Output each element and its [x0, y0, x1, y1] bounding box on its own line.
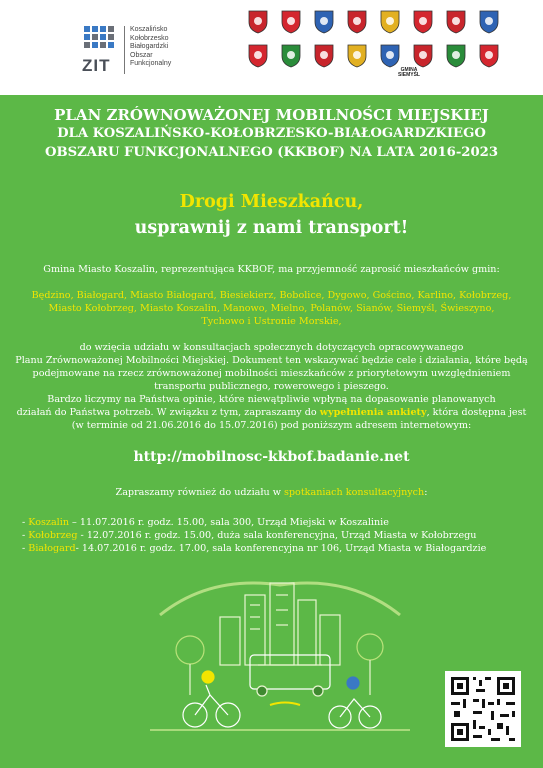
municipality-crests	[248, 10, 513, 80]
para1-line-4: transportu publicznego, rowerowego i pieszego.	[154, 381, 389, 392]
intro-text: Gmina Miasto Koszalin, reprezentująca KKBOF, ma przyjemność zaprosić mieszkańców gmin:	[43, 264, 500, 275]
title-line-2: DLA KOSZALIŃSKO-KOŁOBRZESKO-BIAŁOGARDZKIEGO	[57, 126, 486, 141]
invite-text: :	[424, 487, 428, 498]
meeting-item-koszalin: - Koszalin – 11.07.2016 r. godz. 15.00, sala 300, Urząd Miejski w Koszalinie	[22, 517, 389, 528]
meeting-details: - 14.07.2016 r. godz. 17.00, sala konferencyjna nr 106, Urząd Miasta w Białogardzie	[75, 543, 487, 554]
meetings-highlight: spotkaniach konsultacyjnych	[283, 487, 425, 498]
coat-of-arms-icon	[248, 44, 268, 68]
coat-of-arms-icon	[314, 44, 334, 68]
coat-of-arms-icon	[281, 10, 301, 34]
qr-code[interactable]	[445, 671, 521, 747]
city-transport-illustration	[150, 555, 410, 735]
meeting-details: – 11.07.2016 r. godz. 15.00, sala 300, Urząd Miejski w Koszalinie	[69, 517, 389, 528]
coat-of-arms-icon	[380, 44, 400, 68]
coat-of-arms-icon	[281, 44, 301, 68]
zit-logo-text	[130, 26, 171, 69]
coat-of-arms-icon	[479, 44, 499, 68]
coat-of-arms-icon	[413, 44, 433, 68]
greeting-line-1: Drogi Mieszkańcu,	[179, 192, 364, 212]
invite-text: Zapraszamy również do udziału w	[115, 487, 284, 498]
para1-line-3: podejmowane na rzecz zrównoważonej mobilności mieszkańców z priorytetowym uwzględnieniem	[32, 368, 511, 379]
zit-logo	[80, 22, 190, 78]
para2-text: działań do Państwa potrzeb. W związku z tym, zapraszamy do	[16, 407, 320, 418]
coat-of-arms-icon	[446, 10, 466, 34]
logo-line: Obszar	[130, 51, 153, 59]
para2-line-1: Bardzo liczymy na Państwa opinie, które niewątpliwie wpłyną na dopasowanie planowanych	[47, 394, 496, 405]
survey-highlight: wypełnienia ankiety	[319, 407, 427, 418]
coat-of-arms-icon	[479, 10, 499, 34]
coat-of-arms-icon	[314, 10, 334, 34]
coat-of-arms-icon	[347, 10, 367, 34]
coat-of-arms-icon	[248, 10, 268, 34]
para1-line-1: do wzięcia udziału w konsultacjach społecznych dotyczących opracowywanego	[79, 342, 464, 353]
para2-line-3: (w terminie od 21.06.2016 do 15.07.2016) pod poniższym adresem internetowym:	[71, 420, 472, 431]
gminy-line-3: Tychowo i Ustronie Morskie,	[201, 316, 342, 327]
invite-line	[0, 487, 543, 498]
para2-text: , która dostępna jest	[426, 407, 527, 418]
zit-logo-abbr: ZIT	[82, 56, 111, 75]
logo-line: Funkcjonalny	[130, 60, 172, 68]
meeting-item-kolobrzeg: - Kołobrzeg - 12.07.2016 r. godz. 15.00, duża sala konferencyjna, Urząd Miasta w Kołobrzegu	[22, 530, 477, 541]
coat-of-arms-icon	[380, 10, 400, 34]
para1-line-2: Planu Zrównoważonej Mobilności Miejskiej. Dokument ten wskazywać będzie cele i działania, które będą	[15, 355, 528, 366]
logo-line: Białogardzki	[130, 43, 169, 51]
logo-line: Kołobrzesko	[130, 34, 169, 42]
meeting-item-bialogard: - Białogard- 14.07.2016 r. godz. 17.00, sala konferencyjna nr 106, Urząd Miasta w Białogardzie	[22, 543, 487, 554]
greeting-line-2: usprawnij z nami transport!	[134, 218, 409, 238]
title-line-3: OBSZARU FUNKCJONALNEGO (KKBOF) NA LATA 2016-2023	[44, 145, 498, 160]
title-line-1: PLAN ZRÓWNOWAŻONEJ MOBILNOŚCI MIEJSKIEJ	[54, 106, 489, 124]
meeting-city: Białogard	[28, 543, 76, 554]
logo-line: Koszalińsko	[130, 26, 168, 33]
coat-of-arms-icon	[347, 44, 367, 68]
meeting-city: Koszalin	[28, 517, 69, 528]
crest-caption: GMINA SIEMYŚL	[398, 67, 420, 78]
gminy-line-1: Będzino, Białogard, Miasto Białogard, Biesiekierz, Bobolice, Dygowo, Gościno, Karlino, Kołobrzeg,	[31, 290, 512, 301]
para2-line-2	[0, 407, 543, 418]
meeting-details: - 12.07.2016 r. godz. 15.00, duża sala konferencyjna, Urząd Miasta w Kołobrzegu	[77, 530, 477, 541]
logo-separator	[124, 26, 125, 74]
coat-of-arms-icon	[446, 44, 466, 68]
meeting-city: Kołobrzeg	[28, 530, 78, 541]
coat-of-arms-icon	[413, 10, 433, 34]
zit-logo-dots-icon	[84, 26, 122, 50]
gminy-line-2: Miasto Kołobrzeg, Miasto Koszalin, Manowo, Mielno, Polanów, Sianów, Siemyśl, Świeszyno,	[48, 303, 495, 314]
header-banner	[0, 0, 543, 95]
survey-url-link[interactable]: http://mobilnosc-kkbof.badanie.net	[133, 449, 410, 465]
